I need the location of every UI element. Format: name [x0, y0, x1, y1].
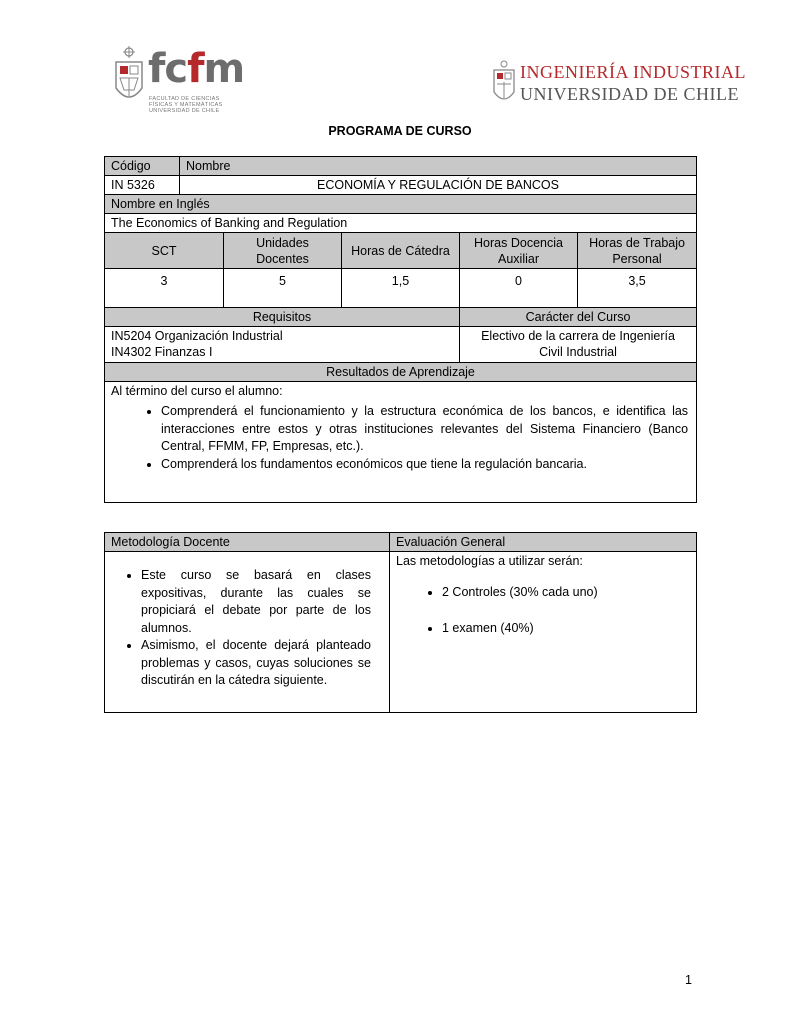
val-auxiliar: 0 [460, 269, 578, 308]
fcfm-text-a: fc [148, 46, 188, 92]
col-catedra: Horas de Cátedra [342, 233, 460, 269]
val-personal: 3,5 [578, 269, 697, 308]
resultados-label: Resultados de Aprendizaje [105, 363, 697, 382]
fcfm-text-b: f [187, 46, 204, 92]
metodologia-label: Metodología Docente [105, 533, 390, 552]
list-item: • Este curso se basará en clases expositivas, durante las cuales se propiciará el debate por parte de los alumnos. [141, 567, 371, 637]
fcfm-logo [112, 44, 245, 126]
caracter: Electivo de la carrera de Ingeniería Civil Industrial [460, 327, 697, 363]
course-table [104, 156, 697, 503]
list-item: • 2 Controles (30% cada uno) [442, 583, 690, 601]
university-seal-icon [112, 46, 146, 110]
code-label: Código [105, 157, 180, 176]
col-sct: SCT [105, 233, 224, 269]
list-item: • Comprenderá los fundamentos económicos que tiene la regulación bancaria. [161, 456, 688, 474]
val-sct: 3 [105, 269, 224, 308]
page-title: PROGRAMA DE CURSO [328, 124, 472, 138]
ingenieria-industrial-logo [490, 60, 746, 112]
col-auxiliar: Horas Docencia Auxiliar [460, 233, 578, 269]
list-item: • Asimismo, el docente dejará planteado problemas y casos, cuyas soluciones se discutirán en la cátedra siguiente. [141, 637, 371, 690]
val-unidades: 5 [224, 269, 342, 308]
logo-line-2: UNIVERSIDAD DE CHILE [520, 84, 739, 104]
page-number: 1 [685, 973, 692, 987]
list-item: • Comprenderá el funcionamiento y la estructura económica de los bancos, e identifica las interacciones entre estos y otras instituciones relevantes del Sistema Financiero (Banco Central, FFMM, FP, Empresas, etc.). [161, 403, 688, 456]
name-label: Nombre [180, 157, 697, 176]
metodologia [105, 552, 390, 713]
val-catedra: 1,5 [342, 269, 460, 308]
list-item: • 1 examen (40%) [442, 619, 690, 637]
evaluacion [390, 552, 697, 713]
english-name-label: Nombre en Inglés [105, 195, 697, 214]
evaluacion-intro: Las metodologías a utilizar serán: [396, 554, 583, 568]
caracter-label: Carácter del Curso [460, 308, 697, 327]
resultados [105, 382, 697, 503]
logo-line-1: INGENIERÍA INDUSTRIAL [520, 62, 746, 82]
col-unidades: Unidades Docentes [224, 233, 342, 269]
requisitos: IN5204 Organización Industrial IN4302 Finanzas I [105, 327, 460, 363]
col-personal: Horas de Trabajo Personal [578, 233, 697, 269]
fcfm-subtitle: FACULTAD DE CIENCIAS FÍSICAS Y MATEMÁTICAS UNIVERSIDAD DE CHILE [149, 96, 223, 114]
resultados-intro: Al término del curso el alumno: [111, 384, 283, 398]
course-code: IN 5326 [105, 176, 180, 195]
english-name: The Economics of Banking and Regulation [105, 214, 697, 233]
requisitos-label: Requisitos [105, 308, 460, 327]
methodology-table [104, 532, 697, 713]
university-seal-icon [492, 60, 516, 108]
fcfm-text-c: m [203, 46, 245, 92]
course-name: ECONOMÍA Y REGULACIÓN DE BANCOS [180, 176, 697, 195]
evaluacion-label: Evaluación General [390, 533, 697, 552]
